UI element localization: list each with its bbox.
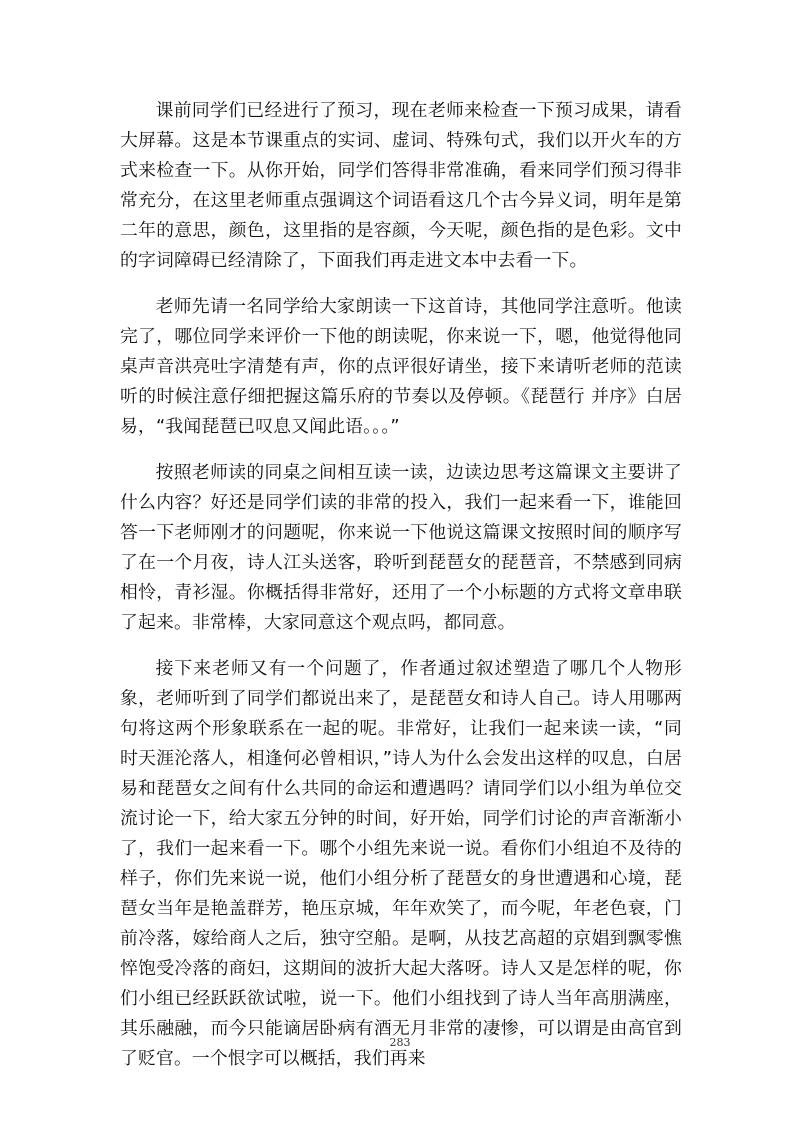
paragraph-reading: 老师先请一名同学给大家朗读一下这首诗，其他同学注意听。他读完了，哪位同学来评价一下他的朗读呢，你来说一下，嗯，他觉得他同桌声音洪亮吐字清楚有声，你的点评很好请坐，接下来请听老师的范读听的时候注意仔细把握这篇乐府的节奏以及停顿。《琵琶行 并序》白居易，“我闻琵琶已叹息又闻此语。。。” [120,296,682,437]
paragraph-content-summary: 按照老师读的同桌之间相互读一读，边读边思考这篇课文主要讲了什么内容？好还是同学们读的非常的投入，我们一起来看一下，谁能回答一下老师刚才的问题呢，你来说一下他说这篇课文按照时间的顺序写了在一个月夜，诗人江头送客，聆听到琵琶女的琵琶音，不禁感到同病相怜，青衫湿。你概括得非常好，还用了一个小标题的方式将文章串联了起来。非常棒，大家同意这个观点吗，都同意。 [120,462,682,633]
paragraph-preview-check: 课前同学们已经进行了预习，现在老师来检查一下预习成果，请看大屏幕。这是本节课重点的实词、虚词、特殊句式，我们以开火车的方式来检查一下。从你开始，同学们答得非常准确，看来同学们预习得非常充分，在这里老师重点强调这个词语看这几个古今异义词，明年是第二年的意思，颜色，这里指的是容颜，今天呢，颜色指的是色彩。文中的字词障碍已经清除了，下面我们再走进文本中去看一下。 [120,100,682,271]
page-number: 283 [389,1036,411,1049]
paragraph-character-analysis: 接下来老师又有一个问题了，作者通过叙述塑造了哪几个人物形象，老师听到了同学们都说出来了，是琵琶女和诗人自己。诗人用哪两句将这两个形象联系在一起的呢。非常好，让我们一起来读一读，“同时天涯沦落人，相逢何必曾相识，”诗人为什么会发出这样的叹息，白居易和琵琶女之间有什么共同的命运和遭遇吗？请同学们以小组为单位交流讨论一下，给大家五分钟的时间，好开始，同学们讨论的声音渐渐小了，我们一起来看一下。哪个小组先来说一说。看你们小组迫不及待的样子，你们先来说一说，他们小组分析了琵琶女的身世遭遇和心境，琵琶女当年是艳盖群芳，艳压京城，年年欢笑了，而今呢，年老色衰，门前冷落，嫁给商人之后，独守空船。是啊，从技艺高超的京娼到飘零憔悴饱受冷落的商妇，这期间的波折大起大落呀。诗人又是怎样的呢，你们小组已经跃跃欲试啦，说一下。他们小组找到了诗人当年高朋满座，其乐融融，而今只能谪居卧病有酒无月非常的凄惨，可以谓是由高官到了贬官。一个恨字可以概括，我们再来 [120,658,682,1069]
body-text [120,96,682,1090]
